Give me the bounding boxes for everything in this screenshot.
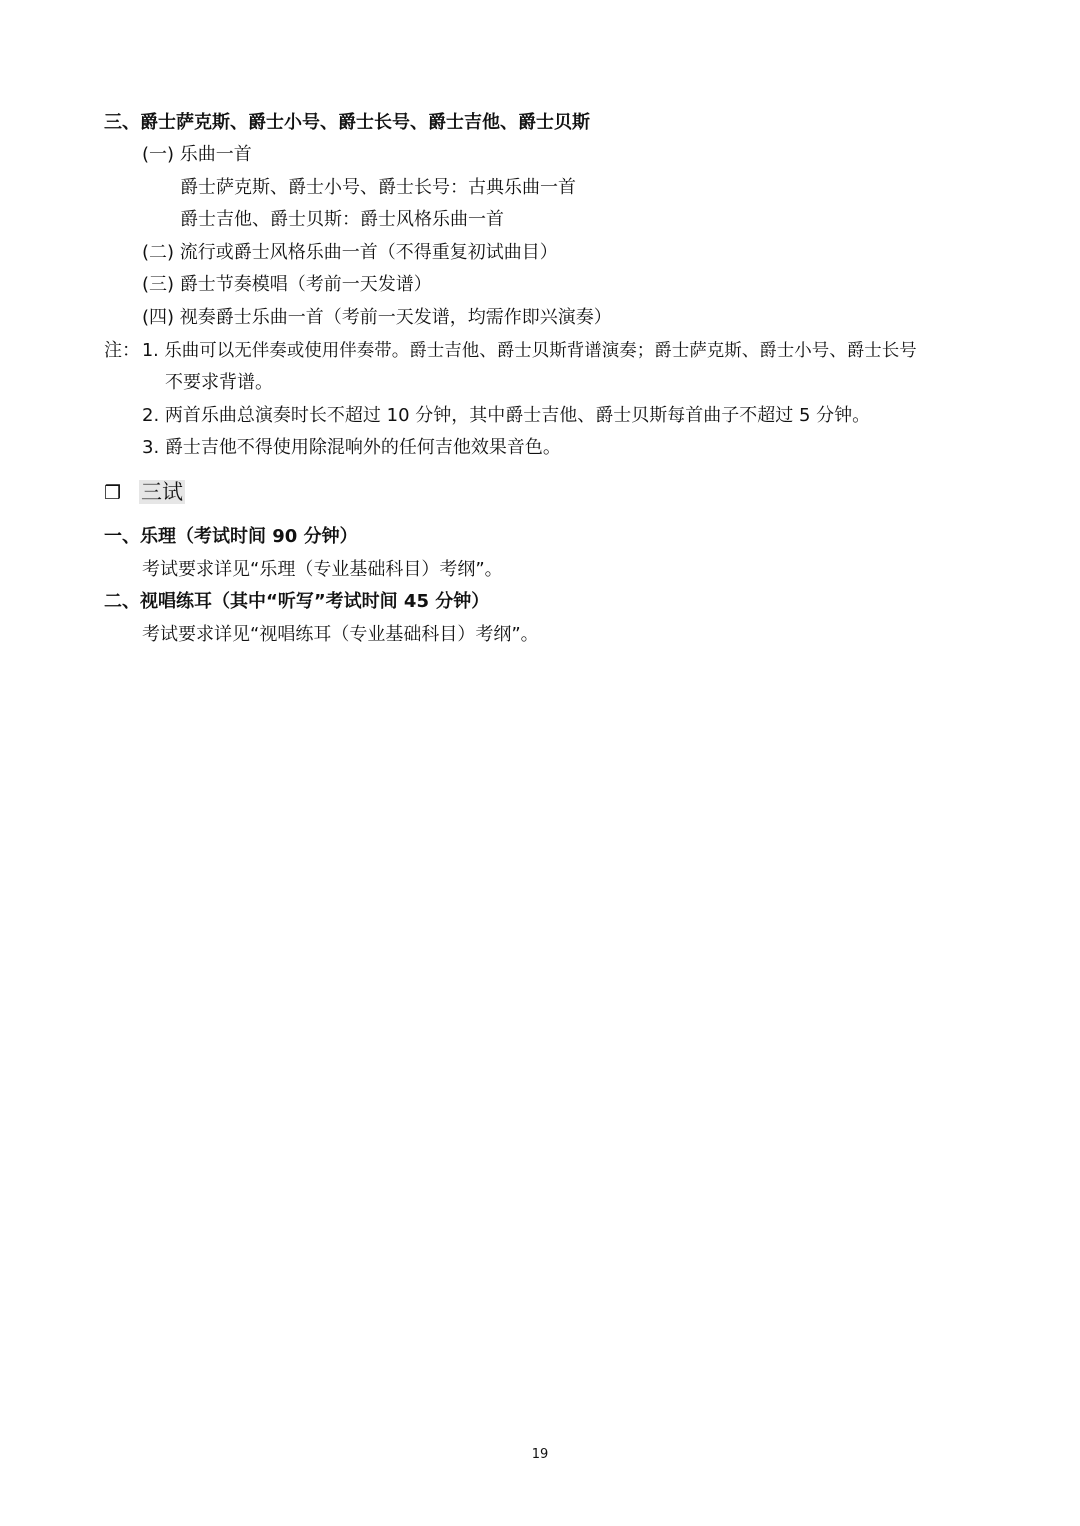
note-label: 注： — [104, 340, 140, 361]
checkbox-square-icon: ❒ — [104, 482, 122, 504]
item1-sub1: 爵士萨克斯、爵士小号、爵士长号：古典乐曲一首 — [180, 177, 576, 198]
item1-sub2: 爵士吉他、爵士贝斯：爵士风格乐曲一首 — [180, 209, 504, 230]
round3-heading-text: 三试 — [141, 480, 184, 504]
item4: (四) 视奏爵士乐曲一首（考前一天发谱，均需作即兴演奏） — [142, 307, 612, 328]
part2-title: 二、视唱练耳（其中“听写”考试时间 45 分钟） — [104, 591, 490, 612]
note2: 2. 两首乐曲总演奏时长不超过 10 分钟，其中爵士吉他、爵士贝斯每首曲子不超过 5 分钟。 — [142, 405, 871, 426]
round3-heading — [104, 478, 185, 507]
note1-line1: 1. 乐曲可以无伴奏或使用伴奏带。爵士吉他、爵士贝斯背谱演奏；爵士萨克斯、爵士小号、爵士长号 — [142, 341, 917, 361]
page-number: 19 — [531, 1447, 549, 1462]
item2: (二) 流行或爵士风格乐曲一首（不得重复初试曲目） — [142, 242, 558, 263]
note1-line2: 不要求背谱。 — [165, 372, 273, 393]
part1-text: 考试要求详见“乐理（专业基础科目）考纲”。 — [142, 559, 503, 580]
section3-title: 三、爵士萨克斯、爵士小号、爵士长号、爵士吉他、爵士贝斯 — [104, 112, 590, 133]
part1-title: 一、乐理（考试时间 90 分钟） — [104, 526, 358, 547]
item3: (三) 爵士节奏模唱（考前一天发谱） — [142, 274, 432, 295]
item1: (一) 乐曲一首 — [142, 144, 252, 165]
note3: 3. 爵士吉他不得使用除混响外的任何吉他效果音色。 — [142, 437, 561, 458]
part2-text: 考试要求详见“视唱练耳（专业基础科目）考纲”。 — [142, 624, 539, 645]
